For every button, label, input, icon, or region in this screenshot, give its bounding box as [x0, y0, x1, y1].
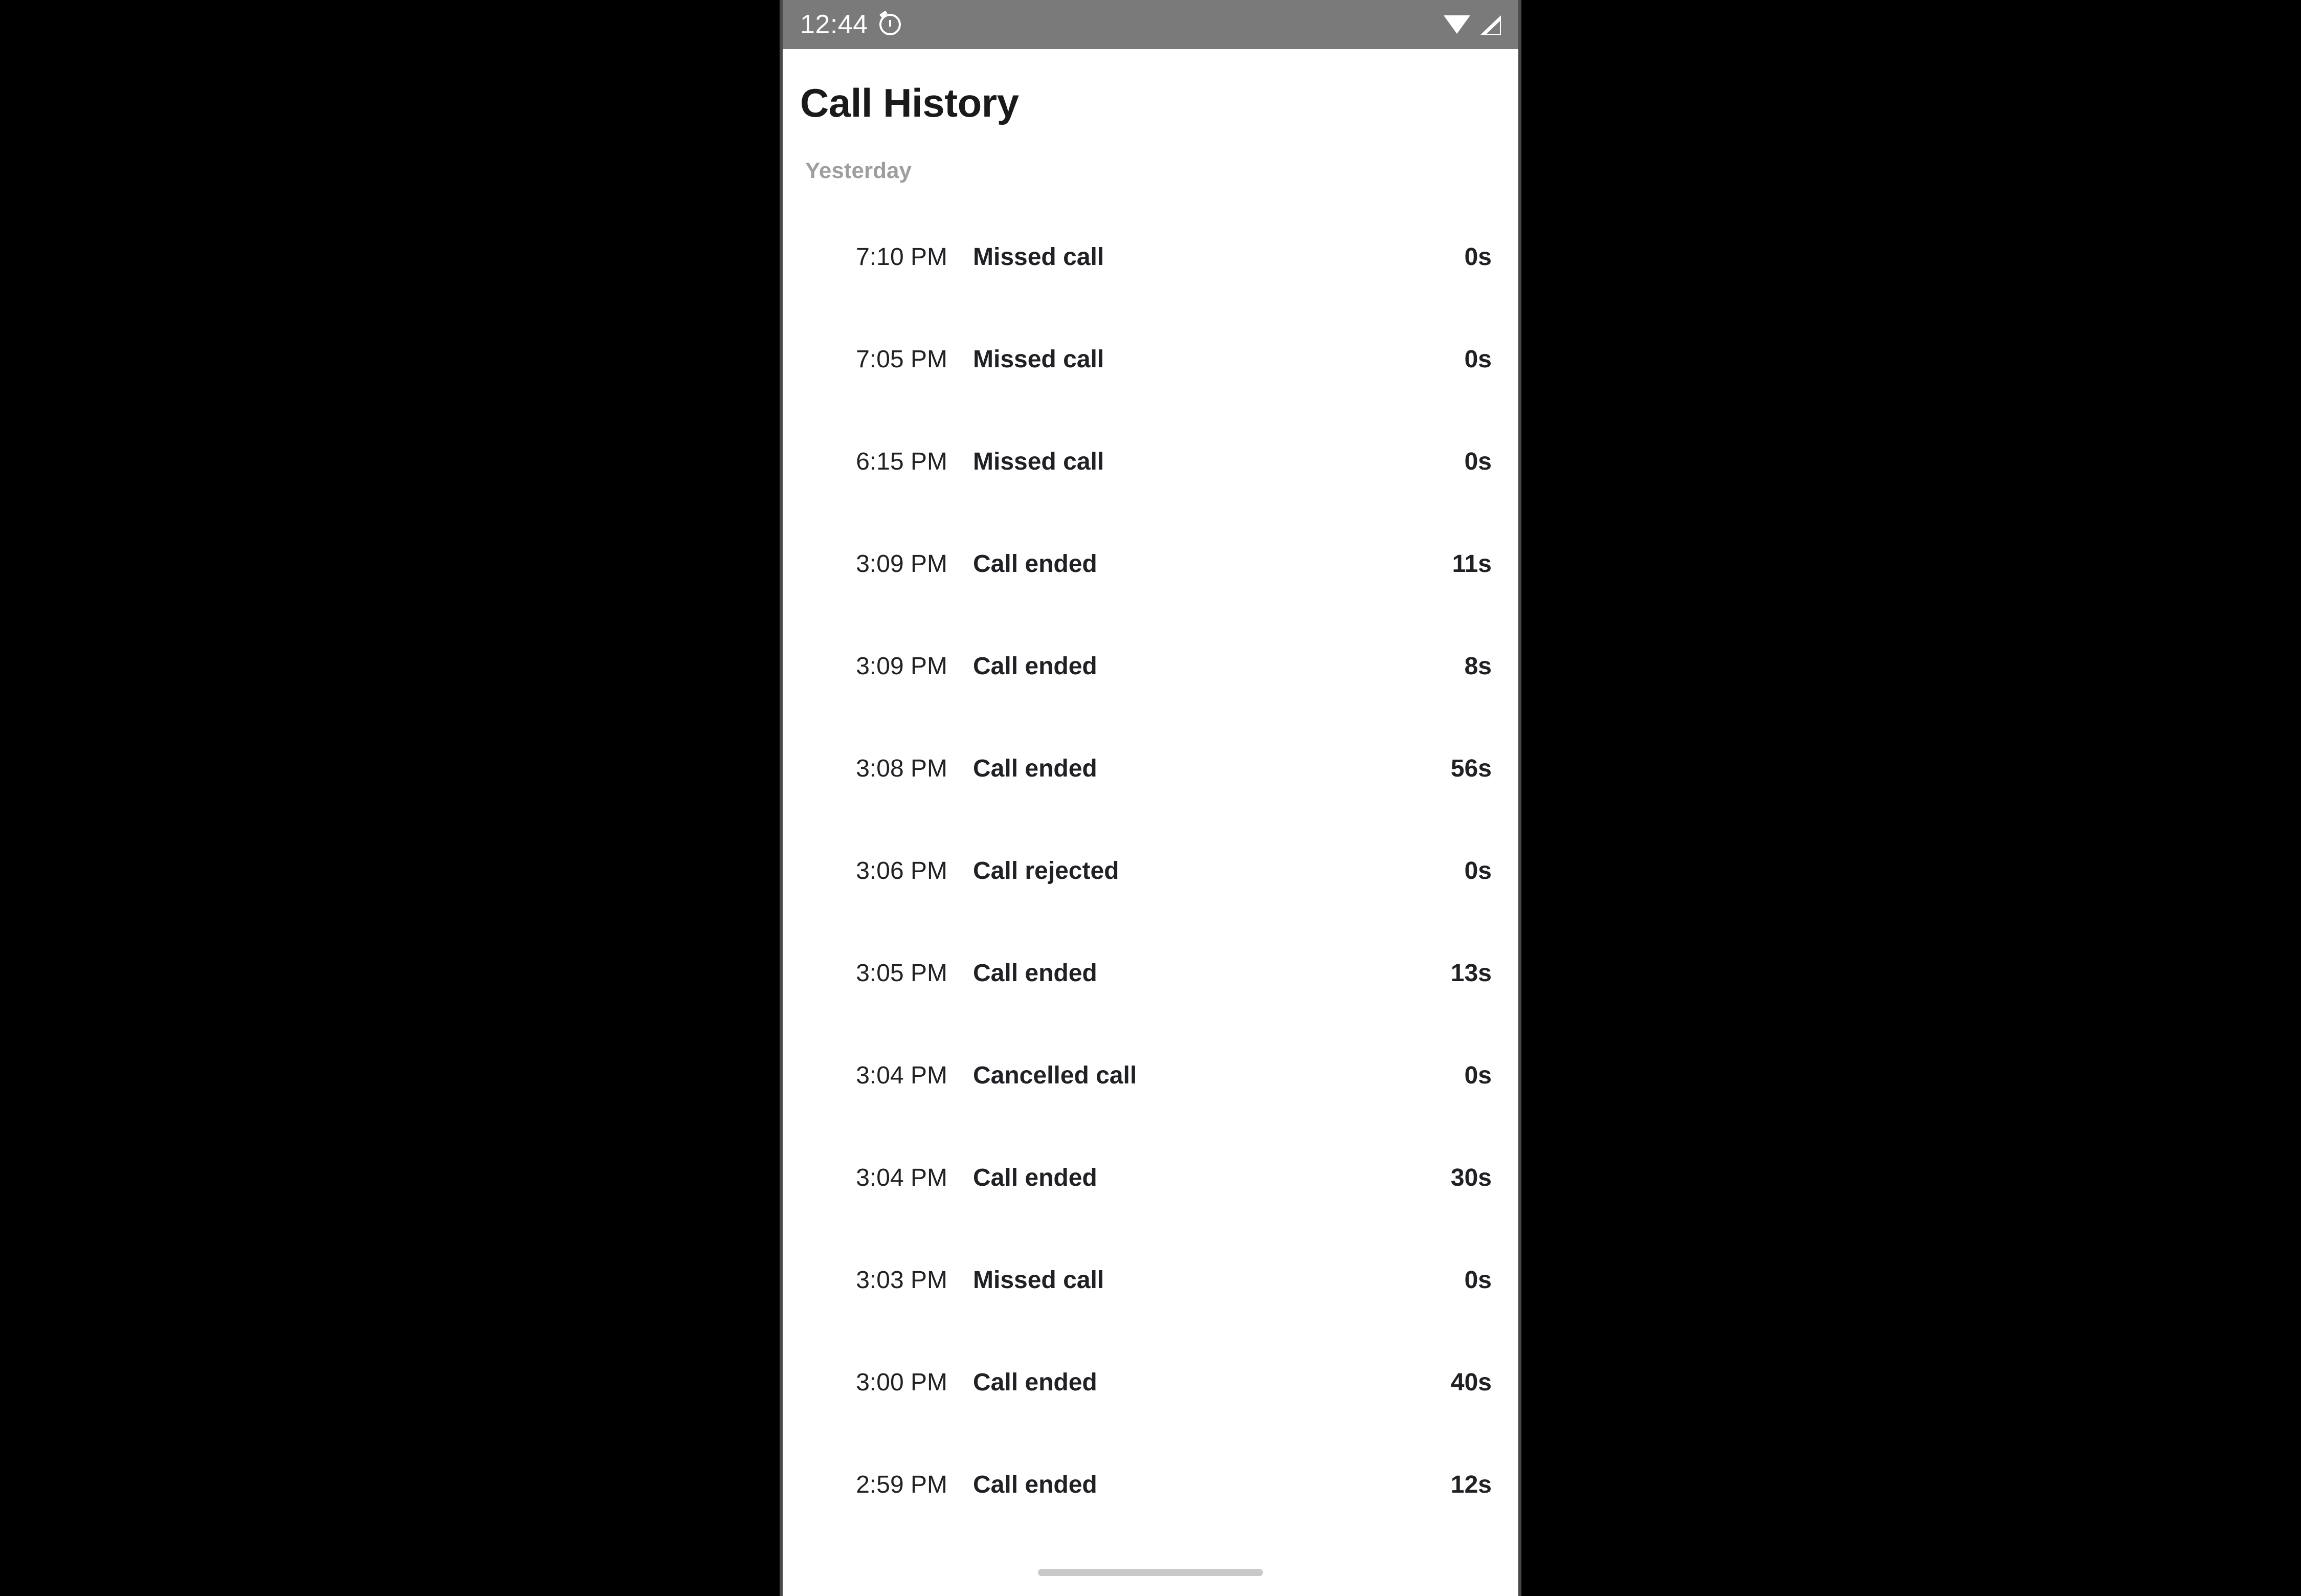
- wifi-icon: [1444, 15, 1470, 34]
- status-bar-right: [1444, 14, 1501, 35]
- call-status-label: Cancelled call: [973, 1061, 1137, 1089]
- call-duration: 13s: [1450, 959, 1492, 987]
- call-duration: 30s: [1450, 1164, 1492, 1191]
- call-time: 7:05 PM: [856, 345, 947, 373]
- table-row[interactable]: [783, 1433, 1518, 1536]
- call-status-label: Missed call: [973, 448, 1104, 475]
- table-row[interactable]: [783, 819, 1518, 922]
- call-time: 3:06 PM: [856, 857, 947, 884]
- call-status-label: Missed call: [973, 1266, 1104, 1294]
- call-time: 3:04 PM: [856, 1061, 947, 1089]
- call-time: 3:08 PM: [856, 755, 947, 782]
- table-row[interactable]: [783, 513, 1518, 615]
- call-status-label: Call rejected: [973, 857, 1119, 884]
- table-row[interactable]: [783, 1331, 1518, 1433]
- call-status-label: Call ended: [973, 1471, 1097, 1498]
- table-row[interactable]: [783, 1229, 1518, 1331]
- call-time: 2:59 PM: [856, 1471, 947, 1498]
- call-duration: 0s: [1464, 345, 1492, 373]
- call-time: 6:15 PM: [856, 448, 947, 475]
- table-row[interactable]: [783, 1024, 1518, 1126]
- call-history-list[interactable]: [783, 206, 1518, 1536]
- table-row[interactable]: [783, 308, 1518, 410]
- call-duration: 0s: [1464, 448, 1492, 475]
- table-row[interactable]: [783, 615, 1518, 717]
- call-time: 3:03 PM: [856, 1266, 947, 1294]
- page-title: Call History: [800, 80, 1019, 125]
- status-clock: 12:44: [800, 10, 868, 39]
- call-time: 7:10 PM: [856, 243, 947, 271]
- call-duration: 0s: [1464, 1061, 1492, 1089]
- section-header-yesterday: Yesterday: [805, 158, 912, 183]
- call-status-label: Call ended: [973, 755, 1097, 782]
- alarm-icon: [879, 14, 901, 35]
- app-content: [783, 49, 1518, 1548]
- call-duration: 0s: [1464, 857, 1492, 884]
- call-duration: 11s: [1452, 550, 1492, 578]
- call-time: 3:09 PM: [856, 652, 947, 680]
- call-duration: 0s: [1464, 1266, 1492, 1294]
- call-duration: 56s: [1450, 755, 1492, 782]
- cellular-signal-icon: [1479, 14, 1501, 35]
- call-time: 3:04 PM: [856, 1164, 947, 1191]
- status-bar: [783, 0, 1518, 49]
- table-row[interactable]: [783, 410, 1518, 513]
- home-gesture-pill[interactable]: [1038, 1569, 1263, 1576]
- call-status-label: Call ended: [973, 1368, 1097, 1396]
- call-status-label: Call ended: [973, 1164, 1097, 1191]
- table-row[interactable]: [783, 206, 1518, 308]
- call-status-label: Missed call: [973, 243, 1104, 271]
- status-bar-left: [800, 11, 901, 38]
- phone-device-frame: [780, 0, 1521, 1596]
- table-row[interactable]: [783, 1126, 1518, 1229]
- table-row[interactable]: [783, 922, 1518, 1024]
- call-status-label: Call ended: [973, 652, 1097, 680]
- table-row[interactable]: [783, 717, 1518, 819]
- call-duration: 12s: [1450, 1471, 1492, 1498]
- navigation-bar: [783, 1548, 1518, 1596]
- call-duration: 0s: [1464, 243, 1492, 271]
- call-status-label: Call ended: [973, 550, 1097, 578]
- call-status-label: Missed call: [973, 345, 1104, 373]
- call-time: 3:05 PM: [856, 959, 947, 987]
- call-duration: 40s: [1450, 1368, 1492, 1396]
- call-time: 3:00 PM: [856, 1368, 947, 1396]
- call-status-label: Call ended: [973, 959, 1097, 987]
- call-duration: 8s: [1464, 652, 1492, 680]
- call-time: 3:09 PM: [856, 550, 947, 578]
